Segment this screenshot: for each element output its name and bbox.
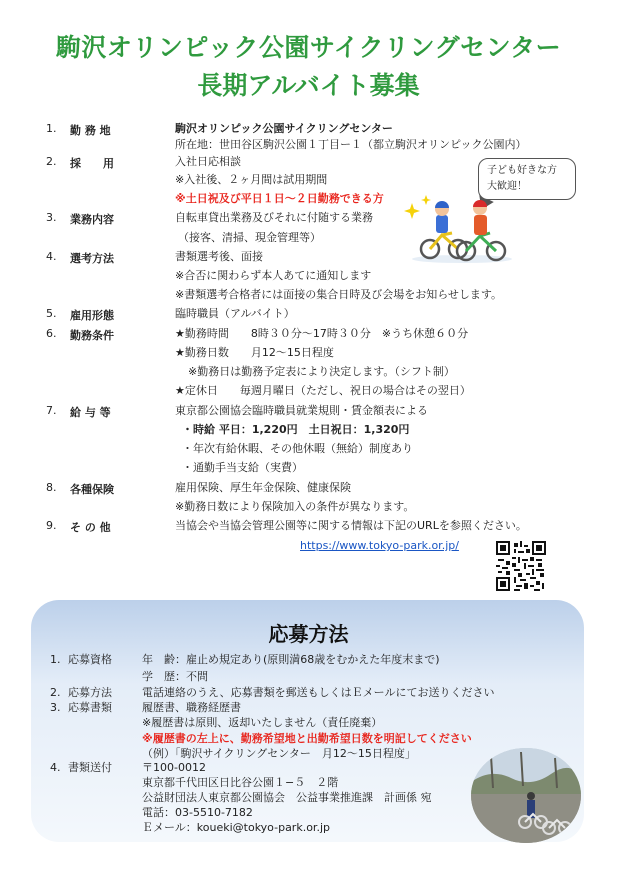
item-number: 3. [46,211,57,224]
item-label: 勤 務 地 [70,124,111,137]
apply-text: 電話：03-5510-7182 [142,806,253,819]
item-text: ※合否に関わらず本人あてに通知します [175,269,372,282]
item-text: 所在地：世田谷区駒沢公園１丁目ー１（都立駒沢オリンピック公園内） [175,138,527,151]
apply-text: 電話連絡のうえ、応募書類を郵送もしくはＥメールにてお送りください [142,686,495,699]
apply-text: 〒100-0012 [142,761,206,774]
apply-label: 応募書類 [68,701,112,714]
item-text: 当協会や当協会管理公園等に関する情報は下記のURLを参照ください。 [175,519,527,532]
item-number: 6. [46,327,57,340]
item-text: （接客、清掃、現金管理等） [178,231,321,244]
item-number: 4. [46,250,57,263]
item-label: 給 与 等 [70,406,111,419]
qr-code[interactable] [496,541,546,591]
item-text: 書類選考後、面接 [175,250,263,263]
item-text: ★勤務時間 8時３０分～17時３０分 ※うち休憩６０分 [175,327,469,340]
item-number: 7. [46,404,57,417]
item-text: 臨時職員（アルバイト） [175,307,295,320]
item-text-wage: ・時給 平日：1,220円 土日祝日：1,320円 [182,423,410,436]
website-link[interactable]: https://www.tokyo-park.or.jp/ [300,539,459,552]
item-text: 東京都公園協会臨時職員就業規則・賃金額表による [175,404,428,417]
apply-number: 3. [50,701,61,714]
item-label: 雇用形態 [70,309,114,322]
item-text: ・年次有給休暇、その他休暇（無給）制度あり [182,442,413,455]
item-text: 雇用保険、厚生年金保険、健康保険 [175,481,351,494]
apply-text: 東京都千代田区日比谷公園１−５ ２階 [142,776,339,789]
item-text: ・通勤手当支給（実費） [182,461,303,474]
apply-text-highlight: ※履歴書の左上に、勤務希望地と出勤希望日数を明記してください [142,732,472,745]
apply-text: 学 歴：不問 [142,670,208,683]
kids-cycling-illustration [400,193,518,265]
sparkle-icon [404,203,420,219]
apply-label: 書類送付 [68,761,112,774]
item-number: 5. [46,307,57,320]
item-text: ★勤務日数 月12～15日程度 [175,346,334,359]
bubble-line-1: 子ども好きな方 [487,165,557,176]
bubble-line-2: 大歓迎！ [487,181,527,192]
title-line-1: 駒沢オリンピック公園サイクリングセンター [55,33,562,62]
item-number: 9. [46,519,57,532]
item-label: 各種保険 [70,483,114,496]
item-text: ※書類選考合格者には面接の集合日時及び会場をお知らせします。 [175,288,503,301]
item-text: ※勤務日は勤務予定表により決定します。（シフト制） [188,365,455,378]
apply-text: 年 齢：雇止め規定あり(原則満68歳をむかえた年度末まで) [142,653,440,666]
item-label: 業務内容 [70,213,114,226]
item-text: ★定休日 毎週月曜日（ただし、祝日の場合はその翌日） [175,384,471,397]
apply-label: 応募方法 [68,686,112,699]
apply-text: 履歴書、職務経歴書 [142,701,241,714]
item-number: 1. [46,122,57,135]
item-number: 2. [46,155,57,168]
item-text: ※勤務日数により保険加入の条件が異なります。 [175,500,415,513]
application-title: 応募方法 [268,622,349,646]
title-line-2: 長期アルバイト募集 [197,71,420,100]
item-text: 入社日応相談 [175,155,241,168]
item-label: そ の 他 [70,521,111,534]
apply-text: （例）「駒沢サイクリングセンター 月12～15日程度」 [142,747,416,760]
item-number: 8. [46,481,57,494]
apply-text: ※履歴書は原則、返却いたしません（責任廃棄） [142,716,383,729]
apply-email: Ｅメール：koueki@tokyo-park.or.jp [142,821,330,834]
item-label: 勤務条件 [70,329,114,342]
sparkle-icon [421,195,431,205]
item-text: 自転車貸出業務及びそれに付随する業務 [175,211,373,224]
apply-number: 4. [50,761,61,774]
apply-text: 公益財団法人東京都公園協会 公益事業推進課 計画係 宛 [142,791,432,804]
item-text-highlight: ※土日祝及び平日１日～２日勤務できる方 [175,192,384,205]
item-label: 採 用 [70,157,114,170]
apply-number: 1. [50,653,61,666]
item-text: 駒沢オリンピック公園サイクリングセンター [175,122,393,135]
item-label: 選考方法 [70,252,114,265]
apply-label: 応募資格 [68,653,112,666]
apply-number: 2. [50,686,61,699]
park-cycling-photo [471,748,581,843]
item-text: ※入社後、２ヶ月間は試用期間 [175,173,328,186]
